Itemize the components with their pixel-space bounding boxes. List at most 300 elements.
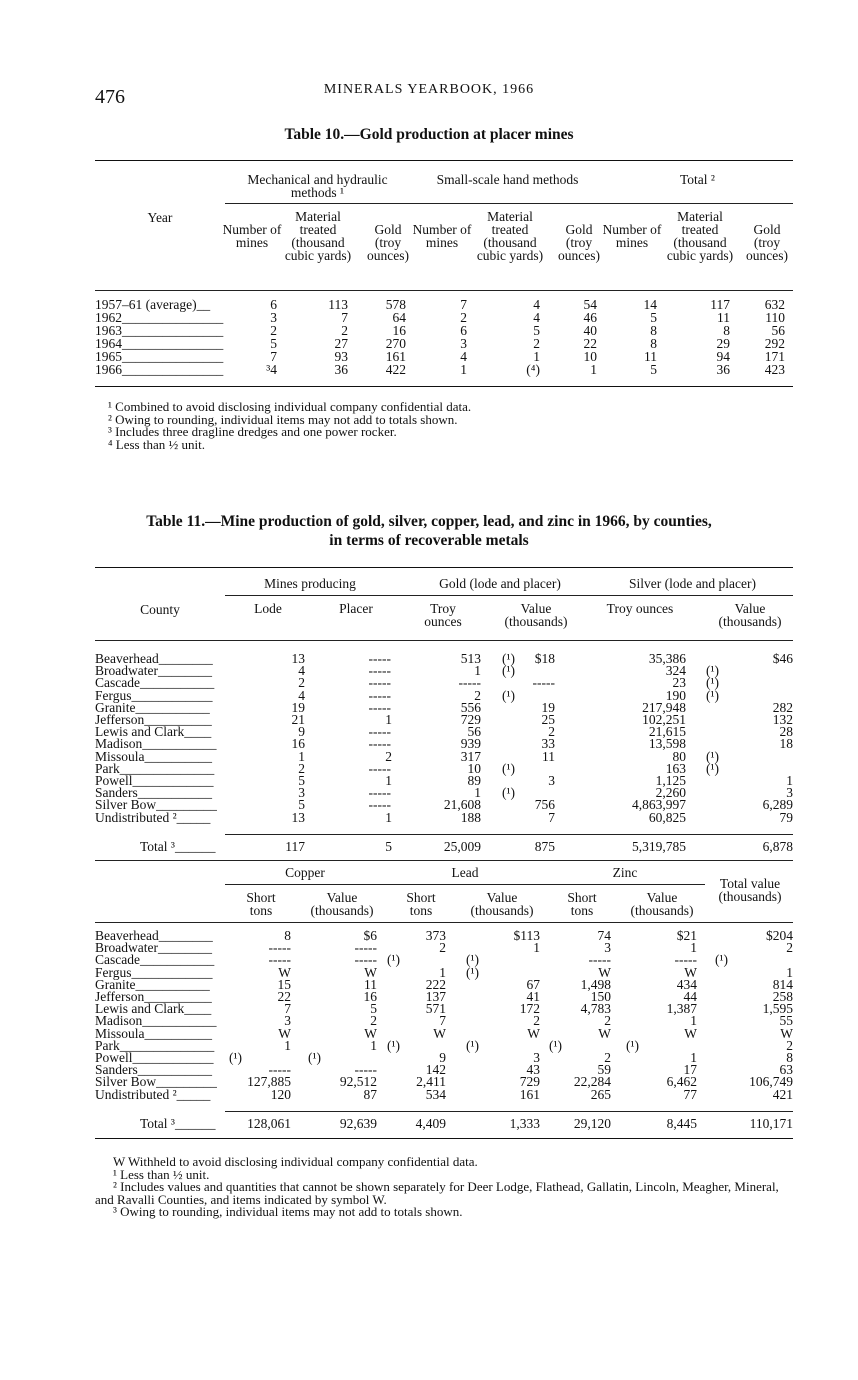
table10-value-cell: 5 [270,336,277,351]
table11-county-cell: Sanders___________ [95,1062,212,1078]
table11-head-rule [95,640,793,641]
table11-county-header: County [140,602,180,617]
table10-group-mechanical: Mechanical and hydraulic methods ¹ [247,172,388,200]
footnote: ¹ Combined to avoid disclosing individual company confidential data. [108,399,472,414]
table11-bottom-value-cell: W [598,1025,611,1041]
table11-group-copper: Copper [285,865,325,880]
table10-value-cell: 7 [341,310,348,325]
table11-top-total-cell: 6,878 [762,839,793,854]
table11-top-value-cell: 28 [779,724,793,740]
table10-value-cell: 22 [583,336,597,351]
table11-top-value-cell: 556 [460,699,481,715]
table11-bottom-value-cell: 258 [772,989,793,1004]
table11-bottom-value-cell: ----- [354,940,377,956]
table11-bottom-column-header: Short tons [567,890,597,918]
table11-top-value-cell: 2 [474,687,481,703]
table11-bottom-value-cell: 55 [779,1013,793,1029]
table11-bottom-value-cell: 9 [439,1050,446,1065]
table10-value-cell: 161 [385,349,406,364]
table11-bottom-value-cell: 106,749 [749,1074,793,1090]
table11-top-value-cell: 1 [474,785,481,801]
table11-bottom-rule [95,1138,793,1139]
table11-bottom-value-cell: W [684,1025,697,1041]
table11-top-value-cell: 18 [779,736,793,752]
table11-county-cell: Undistributed ²_____ [95,809,211,825]
table11-bottom-total-cell: 110,171 [749,1116,793,1131]
table11-bottom-value-cell: (¹) [626,1037,640,1053]
table11-bottom-value-cell: 5 [370,1001,377,1017]
table11-top-value-cell: 6,289 [762,797,793,813]
table11-bottom-value-cell: ----- [354,952,377,968]
table11-bottom-head-rule [95,922,793,923]
table11-county-cell: Fergus____________ [95,687,213,703]
table11-top-value-cell: 16 [291,736,305,752]
table11-top-value-cell: ----- [368,651,391,666]
table10-value-cell: 270 [385,336,406,351]
table11-county-cell: Jefferson__________ [95,712,212,727]
table11-top-value-cell: 513 [460,651,481,666]
table11-top-value-cell: (¹) [502,760,516,776]
table11-county-cell: Beaverhead________ [95,928,213,943]
table11-bottom-value-cell: W [598,964,611,980]
table11-top-value-cell: 282 [772,699,793,715]
table11-bottom-value-cell: 17 [683,1062,697,1078]
table11-bottom-value-cell: 265 [590,1086,611,1102]
table10-value-cell: 7 [270,349,277,364]
table11-bottom-value-cell: 814 [772,976,793,992]
table11-county-cell: Lewis and Clark____ [95,1001,212,1017]
table11-county-cell: Madison___________ [95,736,217,752]
table11-bottom-value-cell: W [527,1025,540,1041]
table10-value-cell: 36 [334,362,348,377]
table11-bottom-value-cell: 2 [533,1013,540,1029]
table11-bottom-value-cell: $21 [676,928,697,943]
table10-value-cell: 14 [643,297,657,312]
table11-top-value-cell: $18 [534,651,555,666]
table10-value-cell: 4 [533,310,540,325]
table10-column-header: Number of mines [222,222,282,250]
table10-value-cell: 10 [583,349,597,364]
table11-group-mines: Mines producing [264,576,356,591]
table10-value-cell: 40 [583,323,597,338]
table11-county-cell: Undistributed ²_____ [95,1086,211,1102]
table11-top-value-cell: ----- [368,663,391,679]
table11-county-cell: Broadwater________ [95,940,212,956]
table11-top-value-cell: 1 [385,773,392,788]
table11-county-cell: Park______________ [95,760,215,776]
table11-bottom-value-cell: 127,885 [247,1074,291,1090]
table11-top-total-cell: 5 [385,839,392,854]
table11-top-value-cell: 1 [385,712,392,727]
table11-bottom-value-cell: 1 [690,940,697,956]
table11-bottom-value-cell: 3 [533,1050,540,1065]
table11-bottom-value-cell: ----- [268,940,291,956]
table11-bottom-value-cell: 222 [425,976,446,992]
table11-top-value-cell: ----- [368,675,391,691]
table11-title-line2: in terms of recoverable metals [329,532,529,549]
table11-top-value-cell: (¹) [706,675,720,691]
table10-value-cell: 46 [583,310,597,325]
table10-group-total: Total ² [680,172,715,187]
table11-bottom-value-cell: $113 [513,928,540,943]
table11-top-value-cell: 2 [385,748,392,764]
table11-top-value-cell: ----- [368,724,391,740]
table11-bottom-value-cell: 59 [597,1062,611,1078]
table11-top-value-cell: 939 [460,736,481,752]
table10-value-cell: 93 [334,349,348,364]
table11-bottom-total-cell: 1,333 [509,1116,540,1131]
table11-top-value-cell: 756 [534,797,555,813]
table10-column-header: Material treated (thousand cubic yards) [284,209,352,263]
table11-top-value-cell: 2 [548,724,555,740]
table10-year-cell: 1966_______________ [95,362,224,377]
table11-bottom-value-cell: (¹) [466,952,480,968]
table10-value-cell: 2 [270,323,277,338]
table11-bottom-value-cell: 74 [597,928,611,943]
table11-top-value-cell: (¹) [706,663,720,679]
table11-top-value-cell: 60,825 [648,809,686,825]
table11-top-column-header: Troy ounces [606,601,674,616]
table11-bottom-value-cell: $204 [766,928,793,943]
table11-bottom-group-rule [225,884,705,885]
table11-bottom-value-cell: 6,462 [666,1074,697,1090]
table10-value-cell: 56 [771,323,785,338]
table11-top-value-cell: 102,251 [642,712,686,727]
table11-top-value-cell: 13,598 [648,736,686,752]
table11-top-column-header: Value (thousands) [718,601,782,629]
table11-bottom-total-cell: 4,409 [415,1116,446,1131]
table10-value-cell: 2 [533,336,540,351]
table11-bottom-value-cell: 22 [277,989,291,1004]
table10-value-cell: 7 [460,297,467,312]
table10-value-cell: 2 [460,310,467,325]
table11-bottom-value-cell: (¹) [387,1037,401,1053]
table11-top-value-cell: ----- [368,699,391,715]
table11-bottom-value-cell: 41 [526,989,540,1004]
table11-bottom-value-cell: W [278,1025,291,1041]
table11-bottom-value-cell: 1 [690,1013,697,1029]
table11-bottom-value-cell: 11 [364,976,377,992]
table11-top-value-cell: 217,948 [642,699,686,715]
page-number: 476 [95,86,125,108]
table11-bottom-value-cell: 44 [683,989,697,1004]
table11-top-value-cell: 2 [298,675,305,691]
table10-value-cell: 54 [583,297,597,312]
table11-bottom-value-cell: 172 [519,1001,540,1017]
table11-top-value-cell: 1 [786,773,793,788]
table11-top-total-label: Total ³______ [140,839,216,854]
table11-top-value-cell: (¹) [706,760,720,776]
table10-value-cell: 11 [717,310,730,325]
footnote: ³ Includes three dragline dredges and one power rocker. [108,424,397,439]
table11-bottom-value-cell: 7 [284,1001,291,1017]
table11-bottom-value-cell: 2 [370,1013,377,1029]
table11-top-value-cell: 132 [772,712,793,727]
table11-bottom-total-cell: 8,445 [666,1116,697,1131]
table11-bottom-value-cell: ----- [268,952,291,968]
table11-top-value-cell: (¹) [502,687,516,703]
table11-top-value-cell: 2,260 [655,785,686,801]
table10-value-cell: 578 [385,297,406,312]
table11-top-value-cell: (¹) [502,651,516,666]
table11-top-value-cell: (¹) [706,687,720,703]
table10-column-header: Number of mines [602,222,662,250]
table10-column-header: Gold (troy ounces) [746,222,788,263]
table10-head-rule [95,290,793,291]
table10-value-cell: 6 [460,323,467,338]
table10-value-cell: 8 [650,336,657,351]
table11-top-total-cell: 25,009 [443,839,481,854]
table11-top-value-cell: 317 [460,748,481,764]
table11-bottom-column-header: Value (thousands) [630,890,694,918]
table11-bottom-value-cell: 1,387 [666,1001,697,1017]
table11-top-value-cell: 19 [291,699,305,715]
table10-top-rule [95,160,793,161]
table10-value-cell: (⁴) [526,362,540,377]
table10-value-cell: 36 [716,362,730,377]
table11-top-value-cell: 19 [541,699,555,715]
table11-top-value-cell: 163 [665,760,686,776]
table10-value-cell: 27 [334,336,348,351]
table10-value-cell: 8 [650,323,657,338]
table11-county-cell: Madison___________ [95,1013,217,1029]
table11-bottom-value-cell: 1 [533,940,540,956]
table11-bottom-value-cell: 1 [690,1050,697,1065]
table10-value-cell: 4 [533,297,540,312]
table11-bottom-value-cell: 571 [425,1001,446,1017]
table11-top-value-cell: (¹) [502,663,516,679]
table11-bottom-column-header: Value (thousands) [310,890,374,918]
table11-county-cell: Park______________ [95,1037,215,1053]
table11-top-value-cell: 13 [291,809,305,825]
table10-title: Table 10.—Gold production at placer mines [284,126,574,143]
table10-column-header: Gold (troy ounces) [367,222,409,263]
table11-bottom-value-cell: 534 [425,1086,446,1102]
table11-group-lead: Lead [451,865,479,880]
table10-year-cell: 1964_______________ [95,336,224,351]
table11-top-value-cell: 13 [291,651,305,666]
table11-title-line1: Table 11.—Mine production of gold, silver, copper, lead, and zinc in 1966, by counties, [146,513,712,530]
table10-value-cell: 171 [764,349,785,364]
table10-column-header: Number of mines [412,222,472,250]
table10-value-cell: ³4 [266,362,277,377]
table11-bottom-value-cell: (¹) [308,1050,322,1065]
table11-county-cell: Broadwater________ [95,663,212,679]
table10-year-cell: 1957–61 (average)__ [95,297,211,312]
table10-group-smallscale: Small-scale hand methods [436,172,579,187]
table11-bottom-value-cell: 43 [526,1062,540,1078]
table11-top-value-cell: ----- [368,736,391,752]
table11-group-rule [225,595,793,596]
table11-top-value-cell: 1 [385,809,392,825]
table11-county-cell: Cascade___________ [95,675,215,691]
table11-bottom-value-cell: 1 [439,964,446,980]
table11-county-cell: Missoula__________ [95,1025,213,1041]
table10-bottom-rule [95,386,793,387]
table11-top-column-header: Value (thousands) [504,601,568,629]
table11-top-value-cell: 21 [291,712,305,727]
table11-bottom-value-cell: (¹) [466,1037,480,1053]
table11-top-value-cell: ----- [368,760,391,776]
table11-top-total-cell: 117 [285,839,305,854]
table11-top-column-header: Troy ounces [424,601,462,629]
table10-footnotes [108,401,808,451]
table10-value-cell: 6 [270,297,277,312]
table11-county-cell: Beaverhead________ [95,651,213,666]
table11-bottom-value-cell: 8 [284,928,291,943]
table10-value-cell: 632 [764,297,785,312]
table11-bottom-value-cell: 87 [363,1086,377,1102]
table10-value-cell: 29 [716,336,730,351]
table11-bottom-value-cell: 142 [425,1062,446,1078]
table11-top-value-cell: 1 [474,663,481,679]
table11-group-zinc: Zinc [612,865,638,880]
table10-value-cell: 292 [764,336,785,351]
table10-value-cell: 113 [328,297,348,312]
table11-bottom-total-rule [225,1111,793,1112]
table11-bottom-value-cell: 150 [590,989,611,1004]
table11-bottom-value-cell: W [364,1025,377,1041]
table10-year-cell: 1963_______________ [95,323,224,338]
table11-bottom-value-cell: 77 [683,1086,697,1102]
table11-bottom-total-cell: 128,061 [247,1116,291,1131]
table11-mid-rule [95,860,793,861]
table11-group-gold: Gold (lode and placer) [439,576,561,591]
table11-county-cell: Granite___________ [95,699,210,715]
table11-bottom-value-cell: ----- [268,1062,291,1078]
table11-county-cell: Missoula__________ [95,748,213,764]
table10-value-cell: 1 [533,349,540,364]
table10-value-cell: 94 [716,349,730,364]
table11-top-total-rule [225,834,793,835]
running-title: MINERALS YEARBOOK, 1966 [323,82,535,97]
table11-top-total-cell: 5,319,785 [632,839,686,854]
table11-bottom-column-header: Short tons [246,890,276,918]
table11-bottom-value-cell: 1,595 [762,1001,793,1017]
table11-top-value-cell: 21,608 [443,797,481,813]
table10-year-cell: 1965_______________ [95,349,224,364]
table11-bottom-value-cell: 729 [519,1074,540,1090]
table11-footnotes [95,1156,795,1219]
table11-top-value-cell: 4 [298,663,305,679]
table11-top-value-cell: ----- [368,785,391,801]
table10-value-cell: 2 [341,323,348,338]
table10-value-cell: 4 [460,349,467,364]
table11-bottom-total-cell: 92,639 [339,1116,377,1131]
table11-bottom-value-cell: 22,284 [573,1074,611,1090]
table10-value-cell: 423 [764,362,785,377]
table11-bottom-value-cell: (¹) [715,952,729,968]
footnote: ² Owing to rounding, individual items may not add to totals shown. [108,411,458,427]
table11-top-value-cell: 35,386 [648,651,686,666]
table10-year-cell: 1962_______________ [95,310,224,325]
table11-top-value-cell: 33 [541,736,555,752]
table11-top-value-cell: 11 [542,748,555,764]
table10-value-cell: 117 [710,297,730,312]
table11-top-value-cell: 4,863,997 [632,797,686,813]
table11-top-value-cell: 79 [779,809,793,825]
table11-bottom-value-cell: 4,783 [580,1001,611,1017]
table11-top-value-cell: 10 [467,760,481,776]
table11-bottom-value-cell: 8 [786,1050,793,1065]
table11-group-silver: Silver (lode and placer) [628,576,757,591]
table11-top-value-cell: ----- [368,687,391,703]
table11-bottom-value-cell: 1,498 [580,976,611,992]
table11-bottom-value-cell: 2 [786,940,793,956]
table11-top-total-cell: 875 [534,839,555,854]
table11-top-value-cell: ----- [532,675,555,691]
table11-county-cell: Powell____________ [95,1050,214,1065]
table11-bottom-value-cell: 2 [604,1013,611,1029]
table11-bottom-value-cell: W [684,964,697,980]
table11-bottom-value-cell: 1 [786,964,793,980]
table11-bottom-value-cell: ----- [674,952,697,968]
table11-bottom-value-cell: (¹) [466,964,480,980]
table11-county-cell: Fergus____________ [95,964,213,980]
table11-top-value-cell: 3 [786,785,793,801]
table11-bottom-value-cell: 15 [277,976,291,992]
table11-county-cell: Jefferson__________ [95,989,212,1004]
table11-bottom-value-cell: W [433,1025,446,1041]
table11-top-value-cell: 9 [298,724,305,740]
table11-top-rule [95,567,793,568]
table11-bottom-column-header: Value (thousands) [470,890,534,918]
table11-top-value-cell: 56 [467,724,481,740]
table11-top-value-cell: 3 [548,773,555,788]
table11-bottom-value-cell: W [278,964,291,980]
table10-value-cell: 5 [650,362,657,377]
table11-county-cell: Lewis and Clark____ [95,724,212,740]
table11-bottom-column-header: Short tons [406,890,436,918]
table11-bottom-value-cell: 16 [363,989,377,1004]
table11-top-value-cell: 21,615 [648,724,686,740]
table10-value-cell: 3 [270,310,277,325]
table10-value-cell: 1 [590,362,597,377]
table11-county-cell: Cascade___________ [95,952,215,968]
table11-county-cell: Granite___________ [95,976,210,992]
table11-bottom-value-cell: 3 [604,940,611,956]
table11-bottom-value-cell: 421 [772,1086,793,1102]
table11-top-value-cell: 188 [460,809,481,825]
table11-top-value-cell: $46 [772,651,793,666]
table11-top-value-cell: ----- [458,675,481,691]
table10-value-cell: 16 [392,323,406,338]
table11-top-value-cell: 1 [298,748,305,764]
table11-bottom-value-cell: ----- [588,952,611,968]
table10-value-cell: 11 [644,349,657,364]
table10-year-header: Year [147,210,173,225]
table11-top-column-header: Lode [254,601,282,616]
table11-bottom-value-cell: $6 [363,928,377,943]
table11-bottom-value-cell: 137 [425,989,446,1004]
table11-bottom-value-cell: 2,411 [416,1074,446,1090]
table11-top-value-cell: 190 [665,687,686,703]
table11-bottom-total-label: Total ³______ [140,1116,216,1131]
table11-bottom-value-cell: 2 [604,1050,611,1065]
footnote: ⁴ Less than ½ unit. [108,436,205,452]
table11-bottom-value-cell: W [364,964,377,980]
table11-top-value-cell: 324 [665,663,686,679]
table11-top-value-cell: 7 [548,809,555,825]
table11-top-value-cell: (¹) [706,748,720,764]
table11-bottom-value-cell: 63 [779,1062,793,1078]
table11-bottom-value-cell: 2 [439,940,446,956]
table11-bottom-value-cell: 434 [676,976,697,992]
table10-value-cell: 422 [385,362,406,377]
table11-county-cell: Powell____________ [95,773,214,788]
table11-bottom-value-cell: (¹) [549,1037,563,1053]
table10-group-rule [225,203,793,204]
